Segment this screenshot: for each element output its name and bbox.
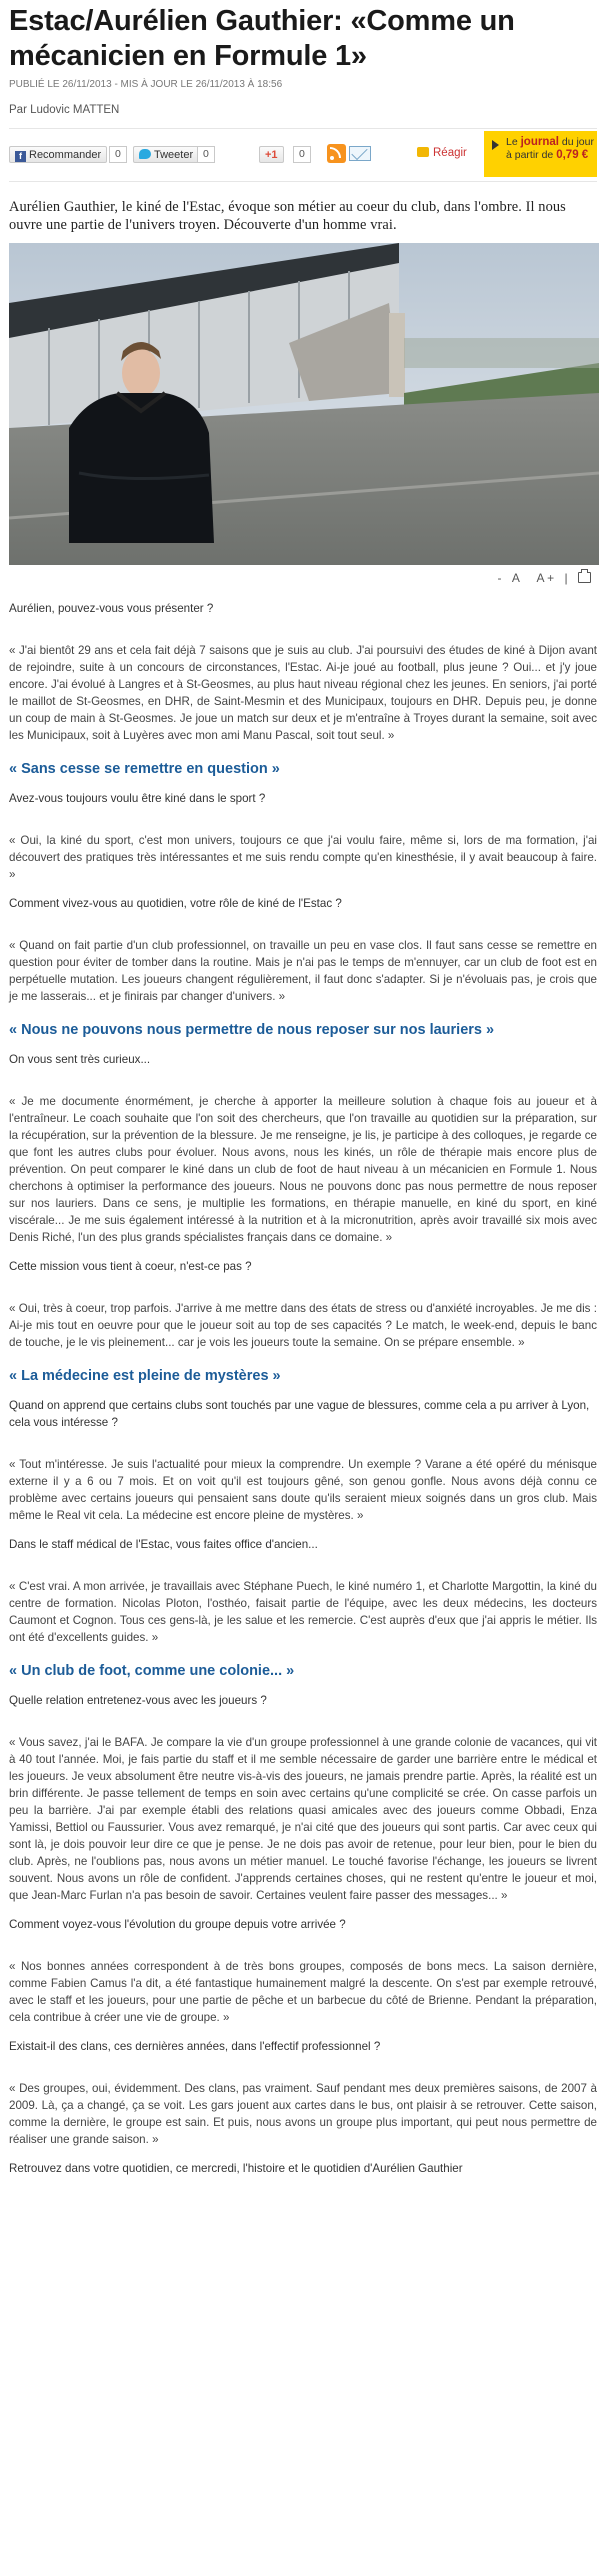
section-subheading: « Sans cesse se remettre en question »: [9, 761, 280, 777]
font-increase-button[interactable]: A +: [536, 571, 555, 585]
rss-icon[interactable]: [327, 144, 346, 163]
question-paragraph: Comment voyez-vous l'évolution du groupe depuis votre arrivée ?: [9, 1918, 346, 1931]
question-paragraph: Avez-vous toujours voulu être kiné dans le sport ?: [9, 792, 266, 805]
question-paragraph: Existait-il des clans, ces dernières années, dans l'effectif professionnel ?: [9, 2040, 381, 2053]
article-body: [9, 600, 597, 2177]
answer-paragraph: « Vous savez, j'ai le BAFA. Je compare la vie d'un groupe professionnel à une grande colonie de vacances, qui vit à 40 tout l'année. Moi, je fais partie du staff et il me semble nécessaire de garder une barrière entre le médical et les joueurs. Je veux absolument être neutre vis-à-vis des joueurs, ne jamais prendre partie. Après, la réalité est un brin différente. Je passe tellement de temps en soin avec certains qu'une complicité se crée. On casse parfois un peu la barrière. J'ai par exemple établi des relations quasi amicales avec des joueurs comme Obbadi, Enza Yamissi, Bettiol ou Faussurier. Vous avez remarqué, je n'ai cité que des joueurs qui sont partis. Car avec ceux qui sont là, je dois pouvoir leur dire ce que je pense. Je ne dois pas avoir de retenue, pour leur bien, pour le bien du club. Après, ne l'oublions pas, nous avons un métier manuel. Le touché favorise l'échange, les joueurs se livrent souvent. Nous avons un rôle de confident. J'apprends certaines choses, qui ne restent qu'entre le joueur et moi, que Jean-Marc Furlan n'a pas besoin de savoir. Certaines veulent faire passer des messages... »: [9, 1736, 597, 1902]
article-photo: [9, 243, 599, 565]
answer-paragraph: « Oui, très à coeur, trop parfois. J'arrive à me mettre dans des états de stress ou d'anxiété incroyables. Je me dis : Ai-je mis tout en oeuvre pour que le joueur soit au top de ses capacités ? Le match, le week-end, depuis le banc de touche, je le vis pleinement... car je vois les joueurs toute la semaine. On se prépare ensemble. »: [9, 1302, 597, 1349]
answer-paragraph: « J'ai bientôt 29 ans et cela fait déjà 7 saisons que je suis au club. J'ai poursuivi des études de kiné à Dijon avant de rejoindre, suite à un concours de circonstances, l'Estac. Ai-je joué au football, plus jeune ? Oui... et j'y joue encore. J'ai évolué à Langres et à St-Geosmes, au plus haut niveau régional chez les jeunes. En seniors, j'ai porté le maillot de St-Geosmes, en DHR, de Saint-Mesmin et des Municipaux, toujours en DHR. Depuis peu, je donne un coup de main à St-Geosmes. Je joue un match sur deux et je m'entraîne à Troyes durant la semaine, soit avec les Municipaux, soit à Luyères avec mon ami Manu Pascal, soit tout seul. »: [9, 644, 597, 742]
share-bar: [9, 128, 597, 182]
comment-bubble-icon: [417, 147, 429, 157]
gplus-label: +1: [265, 149, 278, 161]
question-paragraph: Aurélien, pouvez-vous vous présenter ?: [9, 602, 214, 615]
gplus-count: 0: [293, 146, 311, 163]
answer-paragraph: « Des groupes, oui, évidemment. Des clans, pas vraiment. Sauf pendant mes deux premières saisons, de 2007 à 2009. Là, ça a changé, ça se voit. Les gars jouent aux cartes dans le bus, ont plaisir à se retrouver. Cette saison, comme la dernière, le groupe est sain. Et puis, nous avons un groupe plus important, qui peut nous permettre de réaliser une grande saison. »: [9, 2082, 597, 2146]
answer-paragraph: « C'est vrai. A mon arrivée, je travaillais avec Stéphane Puech, le kiné numéro 1, et Charlotte Margottin, la kiné du centre de formation. Nicolas Ploton, l'osthéo, faisait partie de l'équipe, avec les deux médecins, les docteurs Caumont et Cognon. Tous ces gens-là, je les salue et les remercie. C'est auprès d'eux que j'ai appris le métier. Ils ont été d'excellents guides. »: [9, 1580, 597, 1644]
promo-journal-word: journal: [520, 136, 559, 148]
promo-line-1: Le journal du jour: [506, 136, 594, 148]
section-subheading: « Un club de foot, comme une colonie... »: [9, 1663, 295, 1679]
photo-illustration: [9, 243, 599, 565]
tools-separator: |: [564, 571, 568, 585]
twitter-bird-icon: [139, 149, 151, 159]
newspaper-promo[interactable]: [484, 131, 597, 177]
question-paragraph: Retrouvez dans votre quotidien, ce mercredi, l'histoire et le quotidien d'Aurélien Gauthier: [9, 2162, 463, 2175]
facebook-count: 0: [109, 146, 127, 163]
printer-icon[interactable]: [578, 572, 591, 583]
react-label: Réagir: [433, 147, 467, 159]
question-paragraph: Quelle relation entretenez-vous avec les joueurs ?: [9, 1694, 267, 1707]
question-paragraph: Dans le staff médical de l'Estac, vous faites office d'ancien...: [9, 1538, 318, 1551]
font-decrease-button[interactable]: - A: [497, 571, 520, 585]
tweet-label: Tweeter: [154, 149, 194, 161]
answer-paragraph: « Je me documente énormément, je cherche à apporter la meilleure solution à chaque fois au joueur et à l'entraîneur. Le coach souhaite que l'on soit des chercheurs, que l'on travaille au quotidien sur la préparation, sur la récupération, sur la prévention de la blessure. Je me renseigne, je lis, je participe à des colloques, je regarde ce que font les autres clubs pour évoluer. Nous avons, nous les kinés, un rôle de thérapie mais encore plus de prévention. On peut comparer le kiné dans un club de foot de haut niveau à un mécanicien en Formule 1. Nous cherchons à optimiser la performance des joueurs. Nous ne pouvons donc pas nous permettre de nous reposer sur nos lauriers. Dans ce sens, je multiplie les formations, en thérapie manuelle, en kiné du sport, en kiné viscérale... Je me suis également intéressé à la nutrition et à la micronutrition, après avoir travaillé six mois avec Denis Riché, l'un des plus grands spécialistes français dans ce domaine. »: [9, 1095, 597, 1244]
promo-price: 0,79 €: [556, 149, 589, 161]
answer-paragraph: « Oui, la kiné du sport, c'est mon univers, toujours ce que j'ai voulu faire, même si, lors de ma formation, j'ai découvert des pratiques très intéressantes et me suis rendu compte qu'en kinesthésie, il y avait beaucoup à faire. »: [9, 834, 597, 881]
promo-arrow-icon: [492, 140, 499, 150]
tweet-count: 0: [197, 146, 215, 163]
question-paragraph: Quand on apprend que certains clubs sont touchés par une vague de blessures, comme cela a pu arriver à Lyon, cela vous intéresse ?: [9, 1399, 590, 1429]
section-subheading: « La médecine est pleine de mystères »: [9, 1368, 281, 1384]
question-paragraph: Cette mission vous tient à coeur, n'est-ce pas ?: [9, 1260, 252, 1273]
gplus-button[interactable]: [259, 146, 284, 163]
tweet-button[interactable]: [133, 146, 199, 163]
publish-meta: PUBLIÉ LE 26/11/2013 - MIS À JOUR LE 26/11/2013 À 18:56: [9, 79, 283, 90]
section-subheading: « Nous ne pouvons nous permettre de nous reposer sur nos lauriers »: [9, 1022, 495, 1038]
article-title: Estac/Aurélien Gauthier: «Comme un mécanicien en Formule 1»: [9, 5, 515, 72]
article-lead: Aurélien Gauthier, le kiné de l'Estac, évoque son métier au coeur du club, dans l'ombre. Il nous ouvre une partie de l'univers troyen. Découverte d'un homme vrai.: [9, 199, 566, 233]
answer-paragraph: « Nos bonnes années correspondent à de très bons groupes, composés de bons mecs. La saison dernière, comme Fabien Camus l'a dit, a été fantastique humainement malgré la descente. On s'est par exemple retrouvé, avec le staff et les joueurs, pour une partie de pêche et un barbecue du côté de Brienne. Pendant la préparation, cela contribue à créer une vie de groupe. »: [9, 1960, 597, 2024]
facebook-recommend-button[interactable]: [9, 146, 107, 163]
promo-line-2: à partir de 0,79 €: [506, 149, 589, 161]
email-share-icon[interactable]: [349, 146, 371, 161]
facebook-icon: f: [15, 151, 26, 162]
question-paragraph: Comment vivez-vous au quotidien, votre rôle de kiné de l'Estac ?: [9, 897, 342, 910]
author-byline: Par Ludovic MATTEN: [9, 104, 120, 116]
question-paragraph: On vous sent très curieux...: [9, 1053, 151, 1066]
facebook-recommend-label: Recommander: [29, 149, 102, 161]
react-link[interactable]: [417, 147, 467, 159]
answer-paragraph: « Quand on fait partie d'un club professionnel, on travaille un peu en vase clos. Il faut sans cesse se remettre en question pour éviter de tomber dans la routine. Mais je n'ai pas le temps de m'ennuyer, car un club de foot est en perpétuelle mutation. Les joueurs changent régulièrement, il faut donc s'adapter. Si je n'évoluais pas, je crois que je me lasserais... et je finirais par changer d'univers. »: [9, 939, 597, 1003]
text-tools: [9, 565, 597, 588]
answer-paragraph: « Tout m'intéresse. Je suis l'actualité pour mieux la comprendre. Un exemple ? Varane a été opéré du ménisque externe il y a 6 ou 7 mois. Et on voit qu'il est toujours gêné, son genou gonfle. Nous avons déjà connu ce problème avec certains joueurs qui pensaient sans doute qu'ils seraient mieux soignés dans un gros club. Mais même le Real vit cela. La médecine est encore pleine de mystères. »: [9, 1458, 597, 1522]
